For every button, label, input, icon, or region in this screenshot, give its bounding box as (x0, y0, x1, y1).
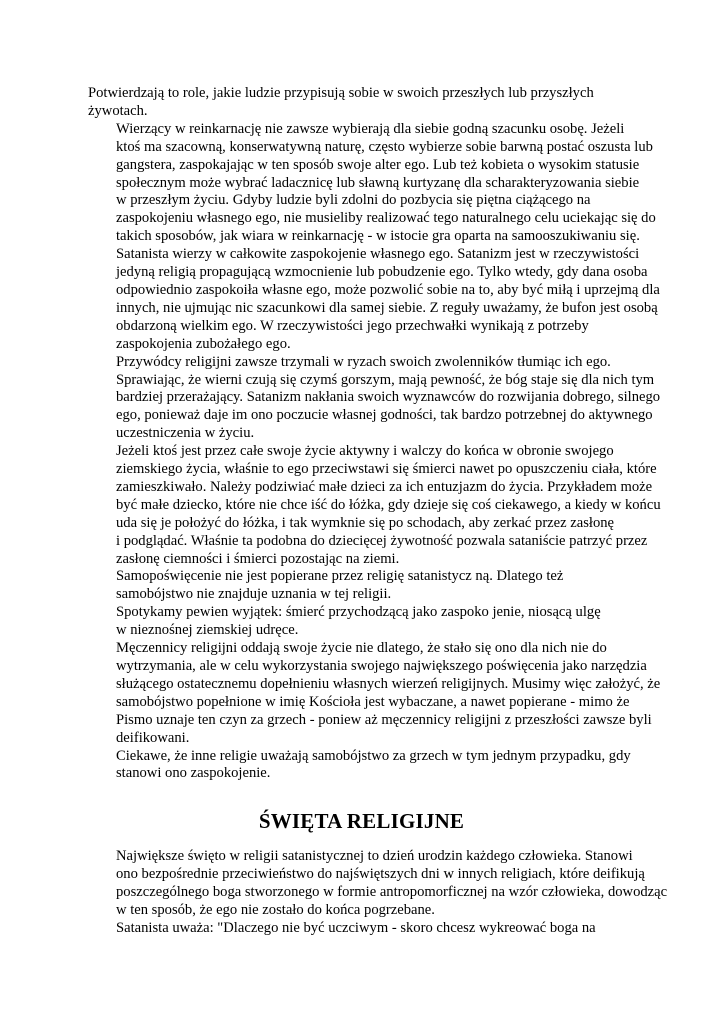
text-line: Samopoświęcenie nie jest popierane przez religię satanistycz ną. Dlatego też (116, 568, 564, 585)
text-line: zaspokojeniu własnego ego, nie musieliby realizować tego naturalnego celu uciekając się do (116, 210, 656, 227)
text-line: i podglądać. Właśnie ta podobna do dziecięcej żywotność pozwala sataniście patrzyć przez (116, 532, 648, 549)
text-line: gangstera, zaspokajając w ten sposób swoje alter ego. Lub też kobieta o wysokim statusie (116, 156, 640, 173)
text-line: w przeszłym życiu. Gdyby ludzie byli zdolni do pozbycia się piętna ciążącego na (116, 192, 591, 209)
text-line: Jeżeli ktoś jest przez całe swoje życie aktywny i walczy do końca w obronie swojego (116, 443, 614, 460)
paragraph (88, 920, 636, 938)
text-line: Przywódcy religijni zawsze trzymali w ryzach swoich zwolenników tłumiąc ich ego. (116, 353, 611, 370)
paragraph (88, 246, 660, 353)
paragraph (88, 85, 636, 121)
text-line: Satanista uważa: "Dlaczego nie być uczciwym - skoro chcesz wykreować boga na (116, 919, 596, 936)
text-line: Spotykamy pewien wyjątek: śmierć przychodzącą jako zaspoko jenie, niosącą ulgę (116, 604, 601, 621)
text-line: stanowi ono zaspokojenie. (116, 765, 271, 782)
text-line: odpowiednio zaspokoiła własne ego, może pozwolić sobie na to, aby być miłą i uprzejmą dla (116, 281, 660, 298)
text-line: bardziej przerażający. Satanizm nakłania swoich wyznawców do rozwijania dobrego, silnego (116, 389, 661, 406)
text-line: Satanista wierzy w całkowite zaspokojenie własnego ego. Satanizm jest w rzeczywistości (116, 246, 640, 263)
text-line: innych, nie ujmując nic szacunkowi dla samej siebie. Z reguły uważamy, że bufon jest osobą (116, 299, 658, 316)
text-line: społecznym może wybrać ladacznicę lub sławną kurtyzanę dla scharakteryzowania siebie (116, 174, 640, 191)
text-line: Pismo uznaje ten czyn za grzech - poniew aż męczennicy religijni z przeszłości zawsze byli (116, 711, 652, 728)
text-line: samobójstwo popełnione w imię Kościoła jest wybaczane, a nawet popierane - mimo że (116, 693, 630, 710)
paragraph (88, 848, 668, 920)
text-line: wytrzymania, ale w celu wykorzystania swojego największego poświęcenia jako narzędzia (116, 658, 647, 674)
text-line: Sprawiając, że wierni czują się czymś gorszym, mają pewność, że bóg staje się dla nich tym (116, 371, 655, 388)
text-line: zaspokojenia zubożałego ego. (116, 335, 291, 352)
paragraph (88, 604, 636, 640)
paragraph (88, 443, 661, 568)
paragraph (88, 353, 661, 444)
paragraph (88, 120, 656, 246)
text-line: obdarzoną wielkim ego. W rzeczywistości jego przechwałki wynikają z potrzeby (116, 317, 589, 334)
text-line: w ten sposób, że ego nie zostało do końca pogrzebane. (116, 901, 435, 918)
text-line: ono bezpośrednie przeciwieństwo do najświętszych dni w innych religiach, które deifikują (116, 865, 645, 882)
text-line: ego, ponieważ daje im ono poczucie własnej godności, tak bardzo potrzebnej do aktywnego (116, 407, 653, 424)
text-line: zamieszkiwało. Należy podziwiać małe dzieci za ich entuzjazm do życia. Przykładem może (116, 478, 653, 495)
text-line: żywotach. (88, 102, 148, 119)
text-line: deifikowani. (116, 729, 190, 746)
text-line: Wierzący w reinkarnację nie zawsze wybierają dla siebie godną szacunku osobę. Jeżeli (116, 120, 625, 137)
text-line: samobójstwo nie znajduje uznania w tej religii. (116, 586, 392, 603)
text-line: Ciekawe, że inne religie uważają samobójstwo za grzech w tym jednym przypadku, gdy (116, 747, 631, 764)
body-text-lower (88, 848, 668, 938)
text-line: być małe dziecko, które nie chce iść do łóżka, gdy dzieje się coś ciekawego, a kiedy w końcu (116, 496, 661, 513)
text-line: Męczennicy religijni oddają swoje życie nie dlatego, że stało się ono dla nich nie do (116, 640, 607, 657)
text-line: w nieznośnej ziemskiej udręce. (116, 622, 299, 639)
text-line: ktoś ma szacowną, konserwatywną naturę, często wybierze sobie barwną postać oszusta lub (116, 138, 653, 155)
paragraph (88, 640, 661, 747)
paragraph (88, 748, 636, 784)
text-line: służącego ostatecznemu dopełnieniu własnych wierzeń religijnych. Musimy więc założyć, że (116, 675, 661, 692)
text-line: uda się je położyć do łóżka, i tak wymknie się po schodach, aby zerkać przez zasłonę (116, 514, 615, 531)
text-line: takich sposobów, jak wiara w reinkarnację - w istocie gra oparta na samooszukiwaniu się. (116, 228, 640, 245)
text-line: uczestniczenia w życiu. (116, 425, 255, 442)
section-heading: ŚWIĘTA RELIGIJNE (258, 809, 465, 833)
text-line: poszczególnego boga stworzonego w formie antropomorficznej na wzór człowieka, dowodząc (116, 883, 668, 900)
text-line: zasłonę ciemności i śmierci pozostając na ziemi. (116, 550, 400, 567)
text-line: ziemskiego życia, właśnie to ego przeciwstawi się śmierci nawet po opuszczeniu ciała, które (116, 461, 657, 478)
body-text-upper (88, 85, 661, 783)
paragraph (88, 568, 636, 604)
text-line: jedyną religią propagującą wzmocnienie lub pobudzenie ego. Tylko wtedy, gdy dana osoba (116, 264, 648, 281)
text-line: Potwierdzają to role, jakie ludzie przypisują sobie w swoich przeszłych lub przyszłych (88, 85, 594, 101)
text-line: Największe święto w religii satanistycznej to dzień urodzin każdego człowieka. Stanowi (116, 848, 633, 864)
